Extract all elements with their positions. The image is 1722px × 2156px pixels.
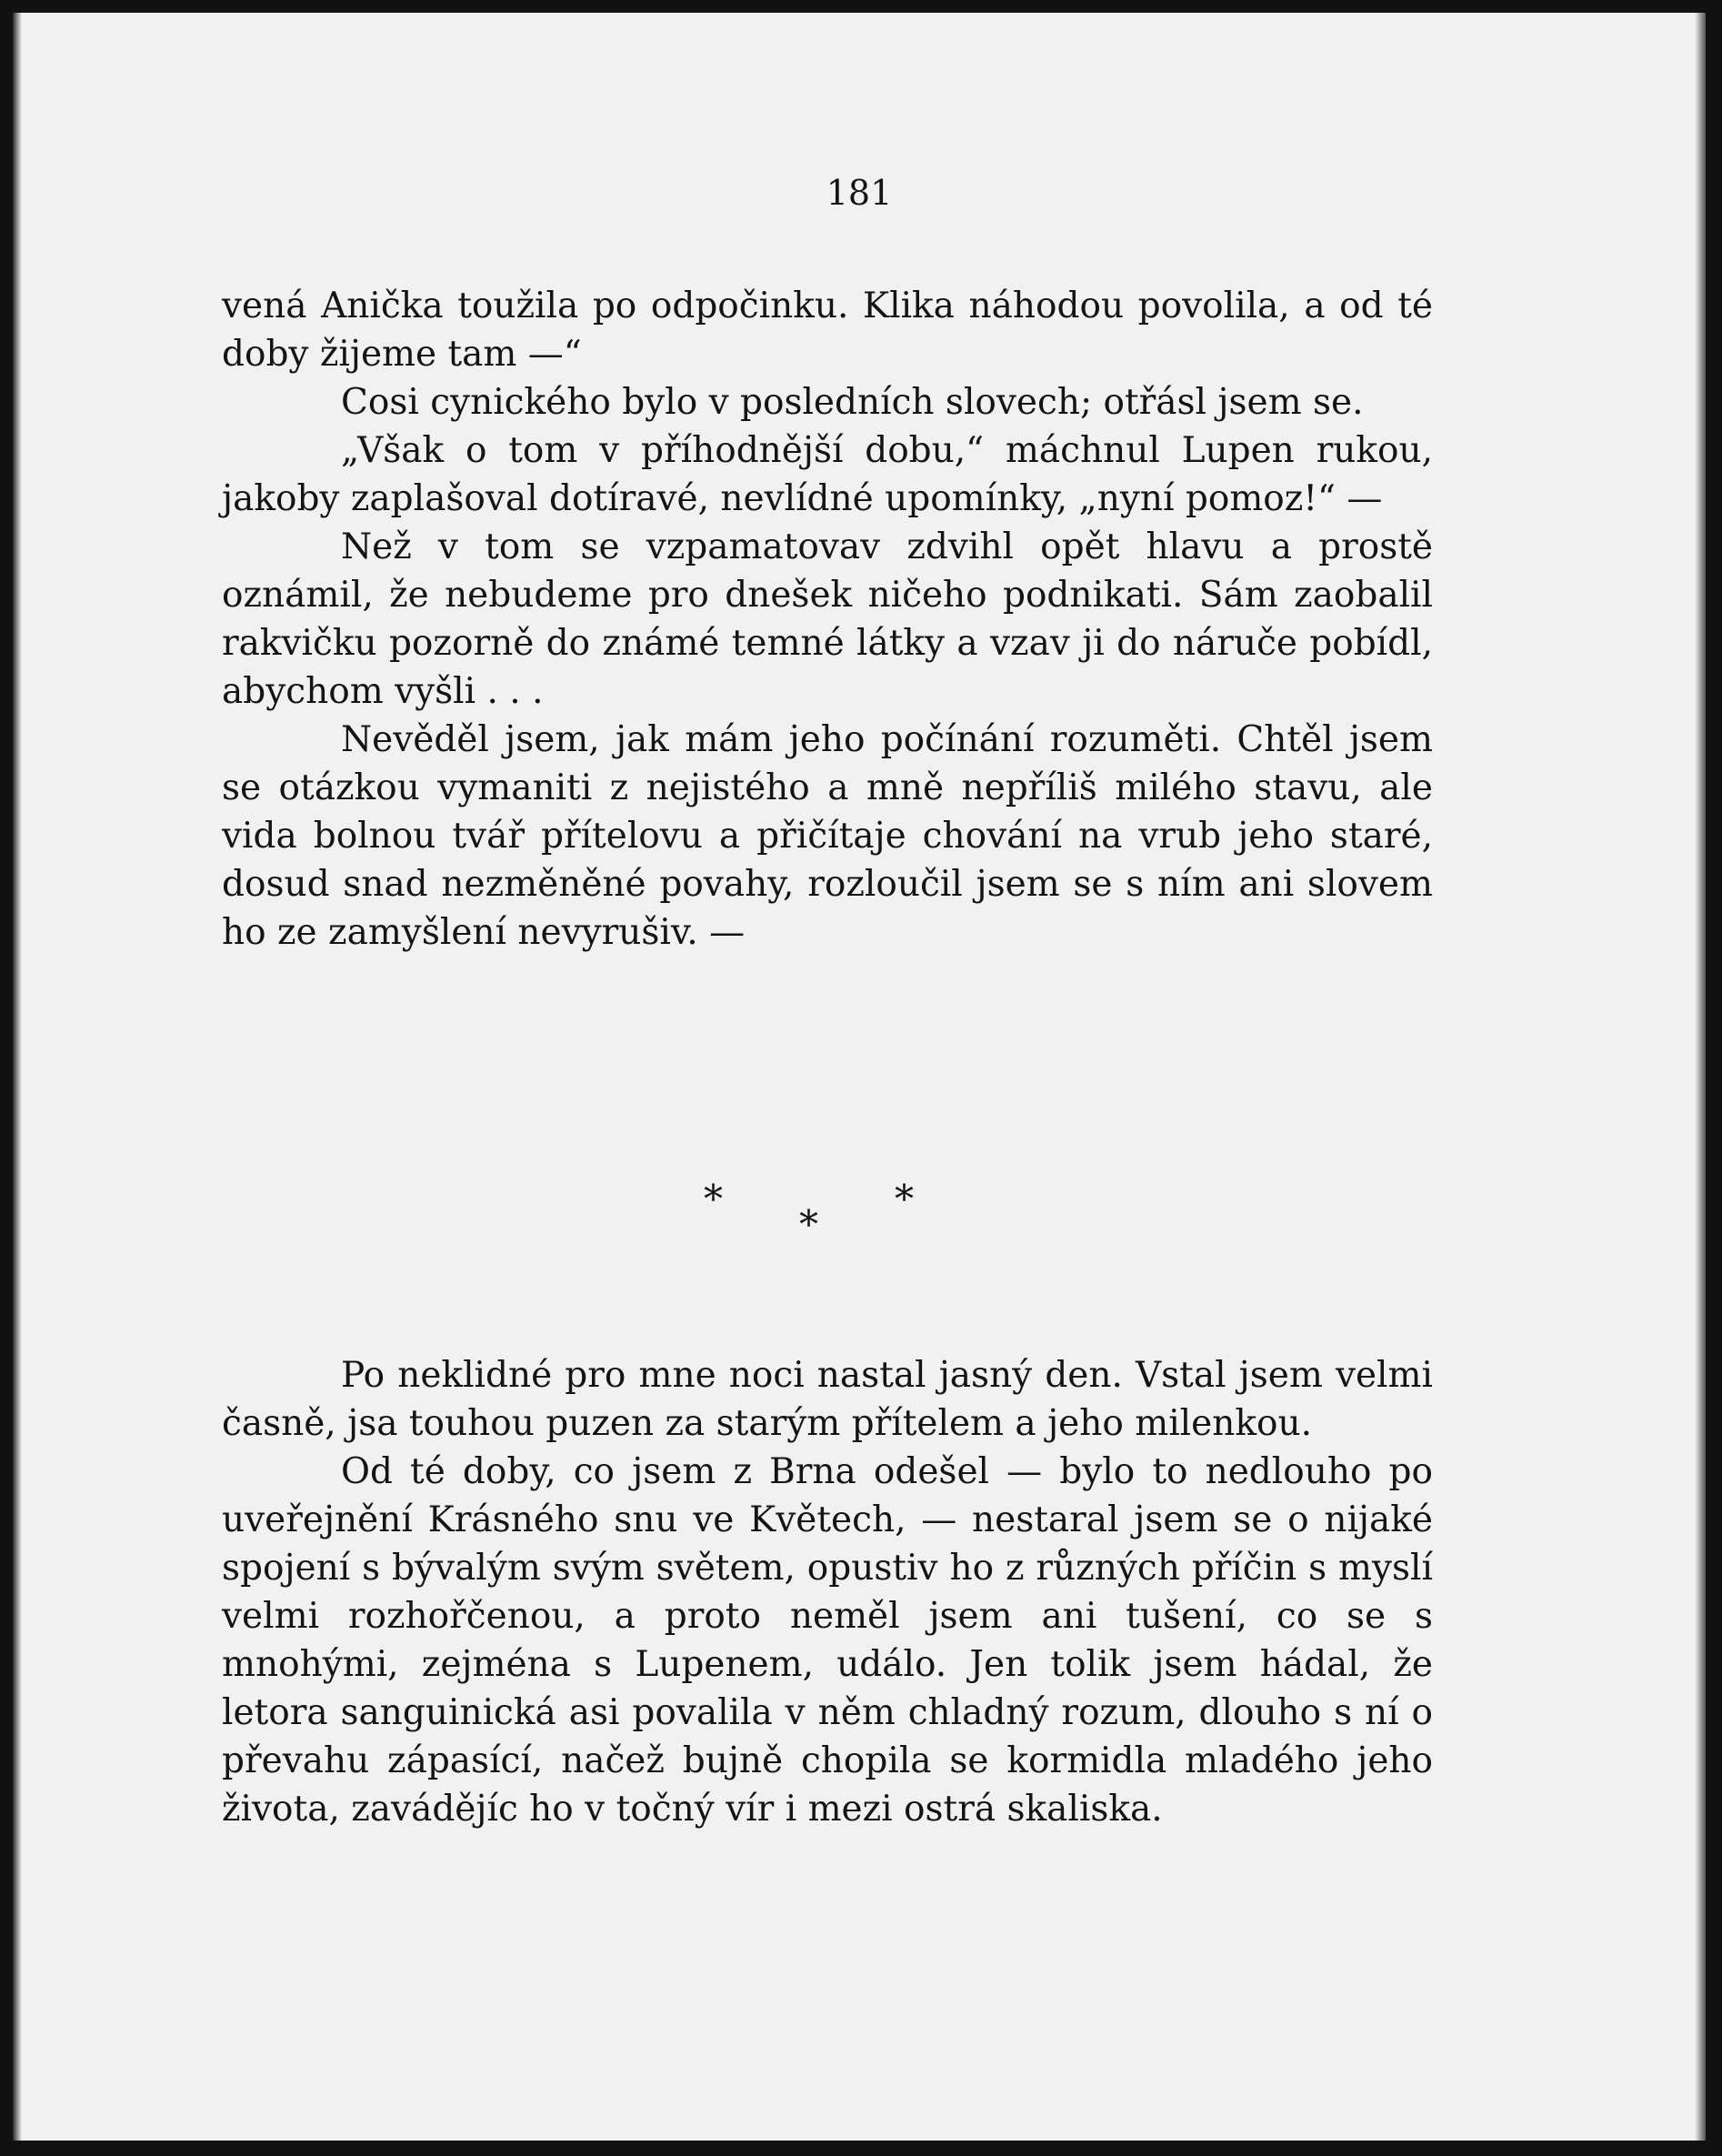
section-break-asterism [13,1177,1706,1249]
asterisk: * [799,1202,818,1247]
asterisk: * [895,1177,914,1221]
paragraph: vená Anička toužila po odpočinku. Klika náhodou povolila, a od té doby žijeme tam —“ [222,286,1433,375]
text-block-before-break [222,282,1433,957]
paragraph: Po neklidné pro mne noci nastal jasný den. Vstal jsem velmi časně, jsa touhou puzen za starým přítelem a jeho milenkou. [222,1355,1433,1444]
paragraph: Cosi cynického bylo v posledních slovech; otřásl jsem se. [341,382,1364,423]
page-number: 181 [826,173,893,213]
paragraph: Nevěděl jsem, jak mám jeho počínání rozuměti. Chtěl jsem se otázkou vymaniti z nejistého a mně nepříliš milého stavu, ale vida bolnou tvář přítelovu a přičítaje chování na vrub jeho staré, dosud snad nezměněné povahy, rozloučil jsem se s ním ani slovem ho ze zamyšlení nevyrušiv. — [222,719,1433,953]
text-block-after-break [222,1351,1433,1833]
book-page [13,13,1706,2141]
paragraph: Než v tom se vzpamatovav zdvihl opět hlavu a prostě oznámil, že nebudeme pro dnešek ničeho podnikati. Sám zaobalil rakvičku pozorně do známé temné látky a vzav ji do náruče pobídl, abychom vyšli . . . [222,526,1433,712]
page-left-edge-shadow [13,13,22,2141]
paragraph: „Však o tom v příhodnější dobu,“ máchnul Lupen rukou, jakoby zaplašoval dotíravé, nevlídné upomínky, „nyní pomoz!“ — [222,430,1433,519]
paragraph: Od té doby, co jsem z Brna odešel — bylo to nedlouho po uveřejnění Krásného snu ve Květech, — nestaral jsem se o nijaké spojení s bývalým svým světem, opustiv ho z různých příčin s myslí velmi rozhořčenou, a proto neměl jsem ani tušení, co se s mnohými, zejména s Lupenem, událo. Jen tolik jsem hádal, že letora sanguinická asi povalila v něm chladný rozum, dlouho s ní o převahu zápasící, načež bujně chopila se kormidla mladého jeho života, zavádějíc ho v točný vír i mezi ostrá skaliska. [222,1451,1433,1830]
page-right-edge-shadow [1695,13,1706,2141]
asterisk: * [704,1177,723,1221]
